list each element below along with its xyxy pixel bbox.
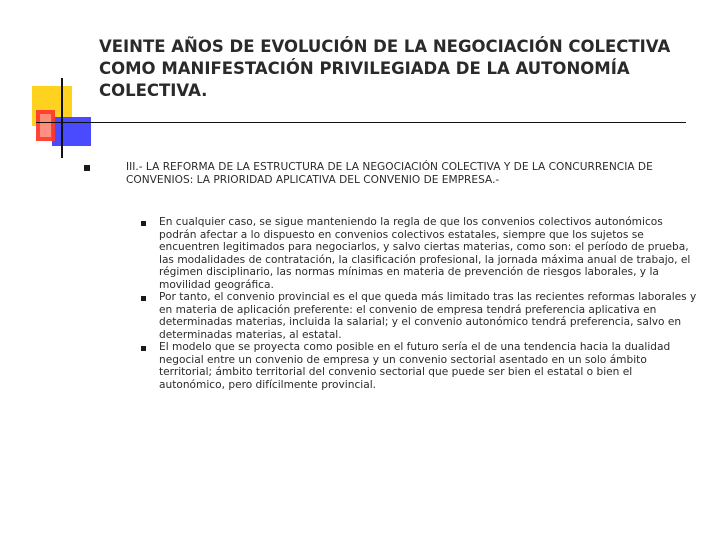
bullet-square-icon xyxy=(84,165,90,171)
list-item-text: El modelo que se proyecta como posible en el futuro sería el de una tendencia hacia la dualidad negocial entre un convenio de empresa y un convenio sectorial asentado en un solo ámbito territorial; ámbito territorial del convenio sectorial que puede ser bien el estatal o bien el autonómico, pero difícilmente provincial. xyxy=(159,341,671,391)
list-item xyxy=(138,216,698,291)
bullet-square-icon xyxy=(141,221,146,226)
list-item xyxy=(138,341,698,391)
decor-red-square xyxy=(36,110,55,141)
bullet-square-icon xyxy=(141,296,146,301)
slide-title: VEINTE AÑOS DE EVOLUCIÓN DE LA NEGOCIACIÓN COLECTIVA COMO MANIFESTACIÓN PRIVILEGIADA DE LA AUTONOMÍA COLECTIVA. xyxy=(99,37,671,100)
decor-horizontal-line xyxy=(36,122,686,123)
section-heading: III.- LA REFORMA DE LA ESTRUCTURA DE LA NEGOCIACIÓN COLECTIVA Y DE LA CONCURRENCIA DE CONVENIOS: LA PRIORIDAD APLICATIVA DEL CONVENIO DE EMPRESA.- xyxy=(126,161,653,186)
bullet-square-icon xyxy=(141,346,146,351)
sub-bullet-list xyxy=(138,216,698,391)
decor-vertical-line xyxy=(61,78,63,158)
list-item-text: Por tanto, el convenio provincial es el que queda más limitado tras las recientes reformas laborales y en materia de aplicación preferente: el convenio de empresa tendrá preferencia aplicativa en determinadas materias, incluida la salarial; y el convenio autonómico tendrá preferencia, salvo en determinadas materias, al estatal. xyxy=(159,291,697,341)
list-item xyxy=(138,291,698,341)
list-item-text: En cualquier caso, se sigue manteniendo la regla de que los convenios colectivos autonómicos podrán afectar a lo dispuesto en convenios colectivos estatales, siempre que los sujetos se encuentren legitimados para negociarlos, y salvo ciertas materias, como son: el período de prueba, las modalidades de contratación, la clasificación profesional, la jornada máxima anual de trabajo, el régimen disciplinario, las normas mínimas en materia de prevención de riesgos laborales, y la movilidad geográfica. xyxy=(159,216,691,291)
